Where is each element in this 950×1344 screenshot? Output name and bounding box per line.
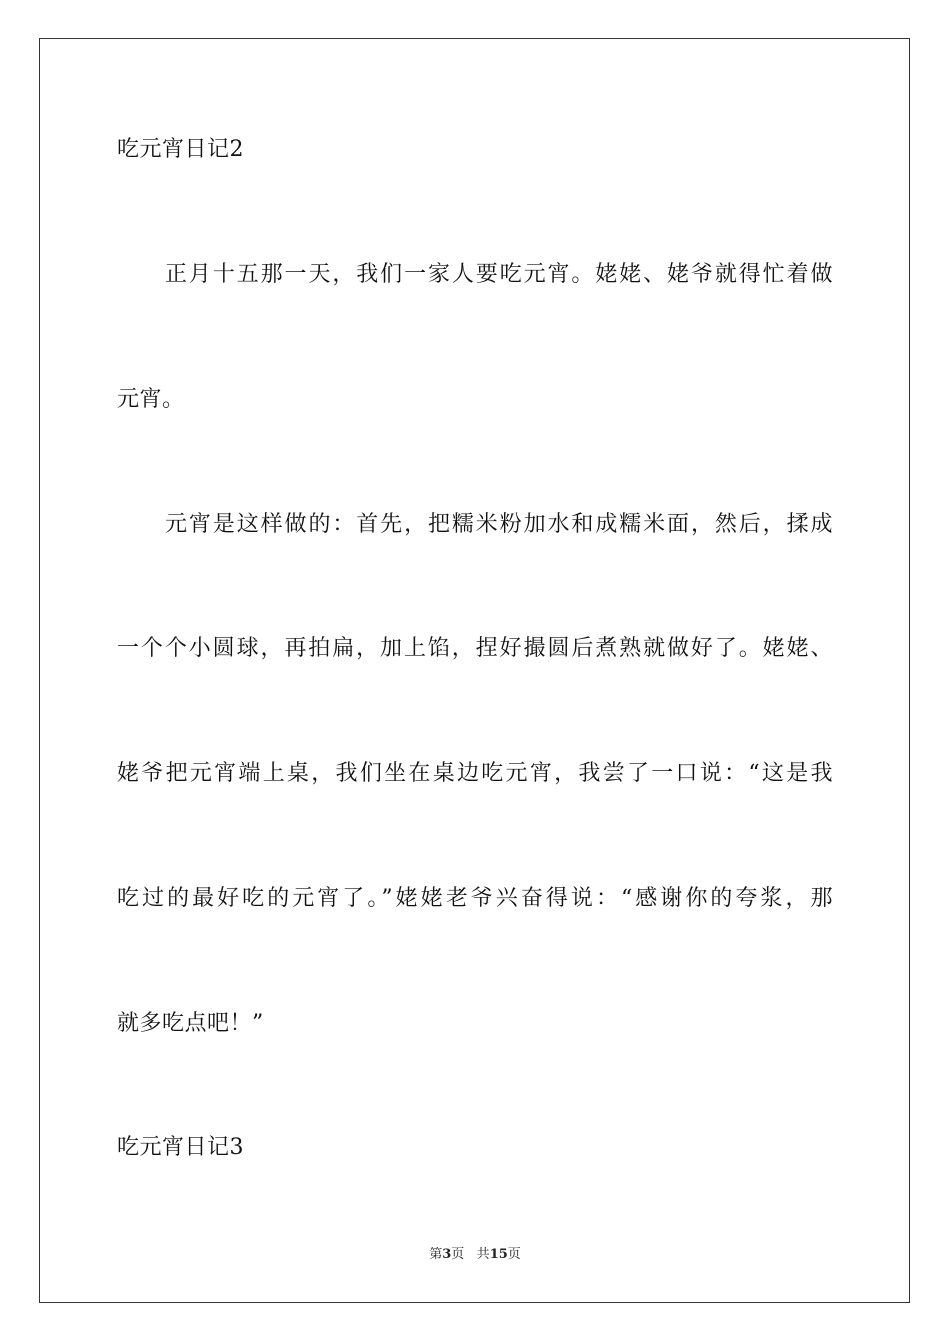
diary-heading-2: 吃元宵日记2 (117, 137, 244, 162)
paragraph-1-line-1: 正月十五那一天，我们一家人要吃元宵。姥姥、姥爷就得忙着做 (165, 262, 833, 287)
footer-page-suffix: 页 (451, 1247, 465, 1262)
paragraph-2-line-3: 姥爷把元宵端上桌，我们坐在桌边吃元宵，我尝了一口说：“这是我 (117, 761, 833, 786)
footer-total-prefix: 共 (476, 1247, 490, 1262)
footer-total-suffix: 页 (507, 1247, 521, 1262)
paragraph-1-line-2: 元宵。 (117, 387, 185, 412)
paragraph-2-line-5: 就多吃点吧！” (117, 1011, 264, 1036)
footer-page-number: 3 (442, 1247, 452, 1262)
page-footer (0, 1246, 950, 1264)
page-border (39, 38, 910, 1303)
paragraph-2-line-2: 一个个小圆球，再拍扁，加上馅，捏好撮圆后煮熟就做好了。姥姥、 (117, 636, 833, 661)
paragraph-2-line-4: 吃过的最好吃的元宵了。”姥姥老爷兴奋得说：“感谢你的夸浆，那 (117, 886, 833, 911)
footer-gap (464, 1247, 476, 1262)
footer-total-pages: 15 (489, 1247, 508, 1262)
footer-page-prefix: 第 (429, 1247, 443, 1262)
paragraph-2-line-1: 元宵是这样做的：首先，把糯米粉加水和成糯米面，然后，揉成 (165, 512, 833, 537)
diary-heading-3: 吃元宵日记3 (117, 1135, 244, 1160)
